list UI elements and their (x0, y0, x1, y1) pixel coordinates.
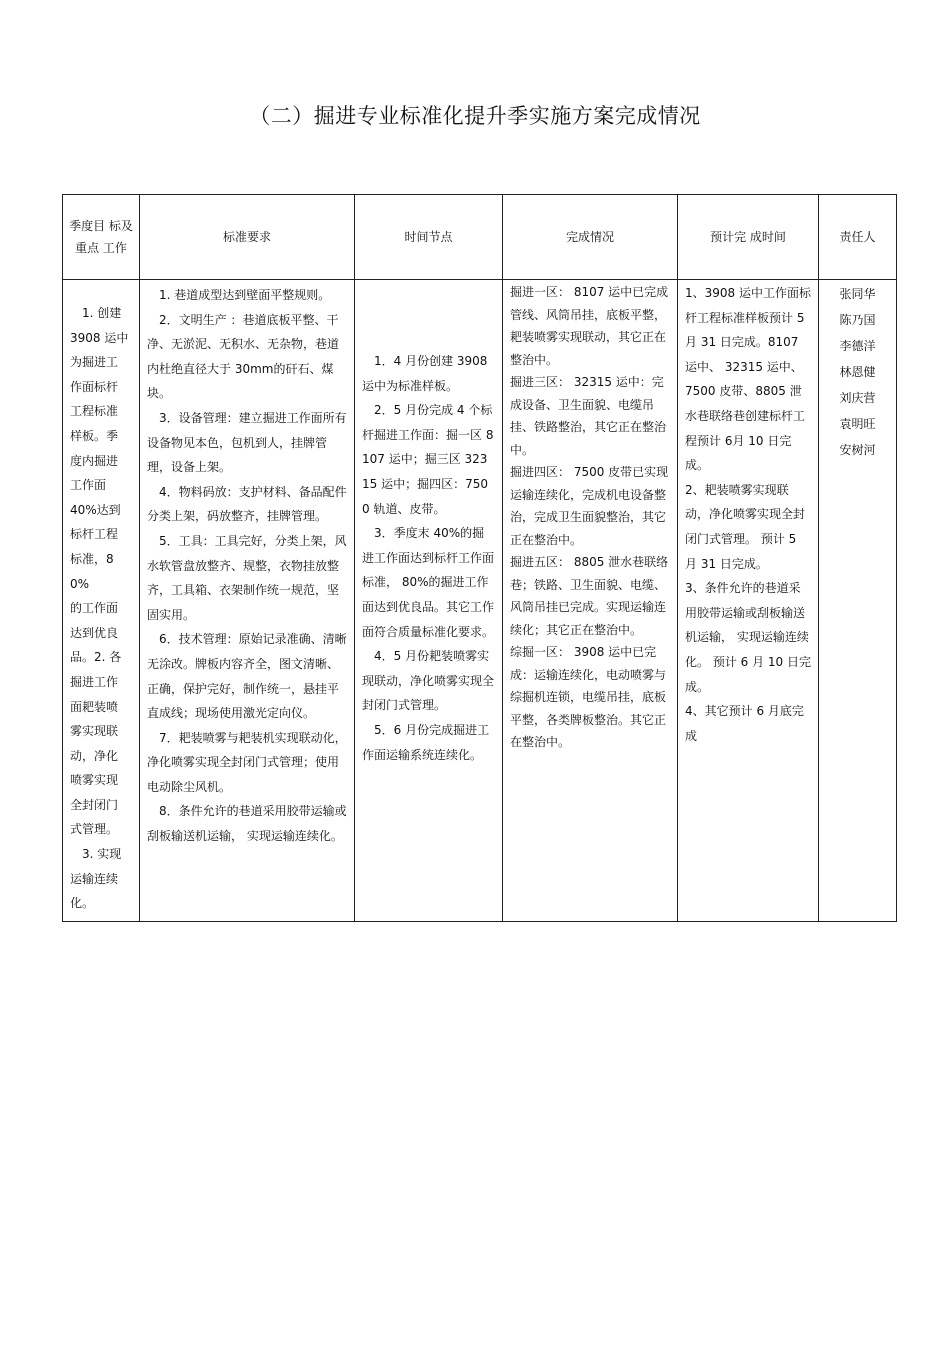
cell-expected-time: 1、3908 运中工作面标杆工程标准样板预计 5月 31 日完成。8107 运中、 32315 运中、 7500 皮带、8805 泄水巷联络巷创建标杆工程预计 6月 10 日完成。 2、耙装喷雾实现联动，净化喷雾实现全封闭门式管理。 预计 5 月 31 日完成。 3、条件允许的巷道采用胶带运输或刮板输送机运输， 实现运输连续化。 预计 6 月 10 日完成。 4、其它预计 6 月底完成 (678, 280, 819, 922)
cell-status: 掘进一区： 8107 运中已完成管线、风筒吊挂，底板平整，耙装喷雾实现联动，其它正在整治中。 掘进三区： 32315 运中：完成设备、卫生面貌、电缆吊挂、铁路整治，其它正在整治中。 掘进四区： 7500 皮带已实现运输连续化，完成机电设备整治，完成卫生面貌整治，其它正在整治中。 掘进五区： 8805 泄水巷联络巷；铁路、卫生面貌、电缆、风筒吊挂已完成。实现运输连续化；其它正在整治中。 综掘一区： 3908 运中已完成：运输连续化，电动喷雾与综掘机连锁，电缆吊挂，底板平整，各类牌板整治。其它正在整治中。 (503, 280, 678, 922)
header-timeline: 时间节点 (355, 195, 503, 280)
completion-table (62, 194, 897, 922)
header-standards: 标准要求 (140, 195, 355, 280)
header-expected-time: 预计完 成时间 (678, 195, 819, 280)
table-row (63, 280, 897, 922)
header-status: 完成情况 (503, 195, 678, 280)
cell-standards: 1. 巷道成型达到壁面平整规则。 2．文明生产 ：巷道底板平整、干净、无淤泥、无积水、无杂物，巷道内杜绝直径大于 30mm的矸石、煤块。 3．设备管理：建立掘进工作面所有设备物见本色，包机到人，挂牌管理，设备上架。 4．物料码放：支护材料、备品配件分类上架，码放整齐，挂牌管理。 5．工具：工具完好，分类上架，风水软管盘放整齐、规整，衣物挂放整齐，工具箱、衣架制作统一规范，坚固实用。 6．技术管理：原始记录准确、清晰无涂改。牌板内容齐全，图文清晰、正确，保护完好，制作统一，悬挂平直成线；现场使用激光定向仪。 7．耙装喷雾与耙装机实现联动化，净化喷雾实现全封闭门式管理；使用电动除尘风机。 8．条件允许的巷道采用胶带运输或刮板输送机运输， 实现运输连续化。 (140, 280, 355, 922)
page-title: （二）掘进专业标准化提升季实施方案完成情况 (249, 104, 701, 128)
header-responsible: 责任人 (819, 195, 897, 280)
cell-timeline: 1．4 月份创建 3908 运中为标准样板。 2．5 月份完成 4 个标杆掘进工作面：掘一区 8107 运中；掘三区 32315 运中；掘四区：7500 轨道、皮带。 3．季度末 40%的掘进工作面达到标杆工作面标准， 80%的掘进工作面达到优良品。其它工作面符合质量标准化要求。 4．5 月份耙装喷雾实现联动，净化喷雾实现全封闭门式管理。 5．6 月份完成掘进工作面运输系统连续化。 (355, 280, 503, 922)
table-header-row (63, 195, 897, 280)
cell-responsible: 张同华 陈乃国 李德洋 林恩健 刘庆营 袁明旺 安树河 (819, 280, 897, 922)
cell-goals: 1. 创建 3908 运中 为掘进工 作面标杆 工程标准 样板。季 度内掘进 工作面 40%达到 标杆工程 标准，80% 的工作面 达到优良 品。2. 各 掘进工作 面耙装喷 雾实现联 动，净化 喷雾实现 全封闭门 式管理。 3. 实现 运输连续 化。 (63, 280, 140, 922)
header-goals: 季度目 标及重点 工作 (63, 195, 140, 280)
